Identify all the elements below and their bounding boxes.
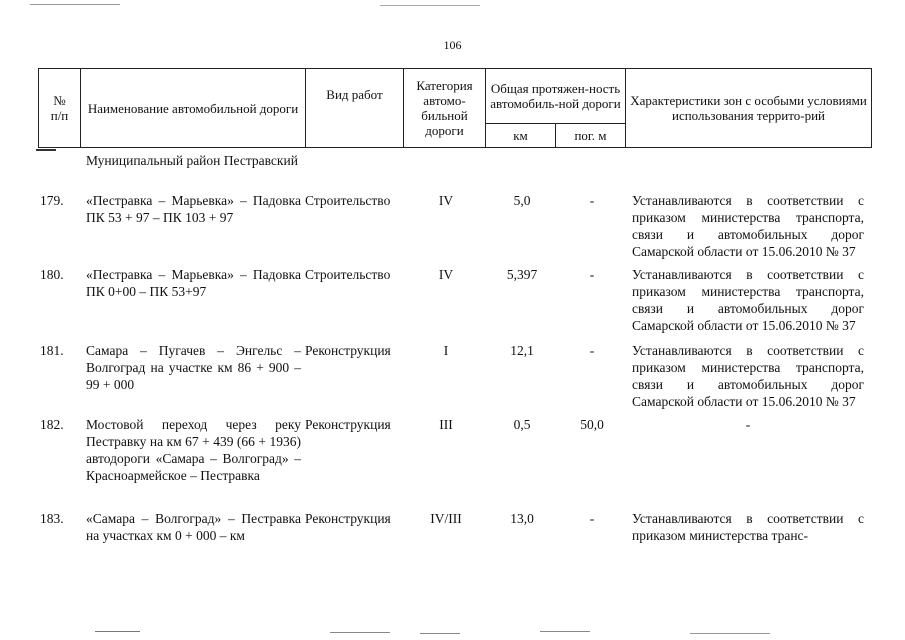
row-work: Строительство: [305, 193, 391, 208]
section-title: Муниципальный район Пестравский: [86, 153, 298, 168]
row-name: «Пестравка – Марьевка» – Падовка ПК 0+00 – ПК 53+97: [86, 267, 301, 299]
scan-artifact: [95, 631, 140, 632]
row-pog-m: -: [589, 193, 595, 208]
header-length: Общая протяжен-ность автомобиль-ной дороги: [486, 69, 626, 124]
row-zones: Устанавливаются в соответствии с приказом министерства транс-: [632, 511, 864, 543]
row-pog-m: 50,0: [580, 417, 604, 432]
row-category: III: [439, 417, 453, 432]
row-zones: -: [745, 417, 751, 432]
scan-artifact: [330, 632, 390, 633]
row-num: 182.: [40, 417, 64, 432]
row-num: 180.: [40, 267, 64, 282]
scan-artifact: [30, 4, 120, 5]
row-km: 0,5: [513, 417, 531, 432]
header-zones: Характеристики зон с особыми условиями использования террито-рий: [626, 69, 872, 148]
row-category: I: [443, 343, 449, 358]
scan-artifact: [690, 633, 770, 634]
header-category: Категория автомо-бильной дороги: [404, 69, 486, 148]
page-number: 106: [443, 38, 462, 52]
row-name: Самара – Пугачев – Энгельс – Волгоград на участке км 86 + 900 – 99 + 000: [86, 343, 301, 392]
row-pog-m: -: [589, 343, 595, 358]
row-category: IV: [438, 193, 454, 208]
header-work: Вид работ: [306, 69, 404, 148]
row-zones: Устанавливаются в соответствии с приказом министерства транспорта, связи и автомобильных дорог Самарской области от 15.06.2010 № 37: [632, 267, 864, 333]
row-name: «Пестравка – Марьевка» – Падовка ПК 53 + 97 – ПК 103 + 97: [86, 193, 301, 225]
row-work: Реконструкция: [305, 511, 391, 526]
row-km: 5,0: [513, 193, 531, 208]
row-work: Строительство: [305, 267, 391, 282]
row-pog-m: -: [589, 267, 595, 282]
header-num: № п/п: [39, 69, 81, 148]
row-category: IV/III: [430, 511, 462, 526]
table-header: [38, 68, 872, 148]
row-km: 12,1: [510, 343, 534, 358]
row-num: 179.: [40, 193, 64, 208]
scan-artifact: [36, 149, 56, 151]
row-work: Реконструкция: [305, 417, 391, 432]
scan-artifact: [420, 633, 460, 634]
scan-artifact: [380, 5, 480, 6]
header-km: км: [486, 124, 556, 148]
row-km: 5,397: [506, 267, 538, 282]
row-zones: Устанавливаются в соответствии с приказом министерства транспорта, связи и автомобильных дорог Самарской области от 15.06.2010 № 37: [632, 193, 864, 259]
row-num: 183.: [40, 511, 64, 526]
row-num: 181.: [40, 343, 64, 358]
row-pog-m: -: [589, 511, 595, 526]
row-work: Реконструкция: [305, 343, 391, 358]
row-name: «Самара – Волгоград» – Пестравка на участках км 0 + 000 – км: [86, 511, 301, 543]
header-name: Наименование автомобильной дороги: [81, 69, 306, 148]
scan-artifact: [540, 631, 590, 632]
row-km: 13,0: [510, 511, 534, 526]
header-pog-m: пог. м: [556, 124, 626, 148]
row-name: Мостовой переход через реку Пестравку на км 67 + 439 (66 + 1936) автодороги «Самара – Волгоград» – Красноармейское – Пестравка: [86, 417, 301, 483]
row-zones: Устанавливаются в соответствии с приказом министерства транспорта, связи и автомобильных дорог Самарской области от 15.06.2010 № 37: [632, 343, 864, 409]
row-category: IV: [438, 267, 454, 282]
